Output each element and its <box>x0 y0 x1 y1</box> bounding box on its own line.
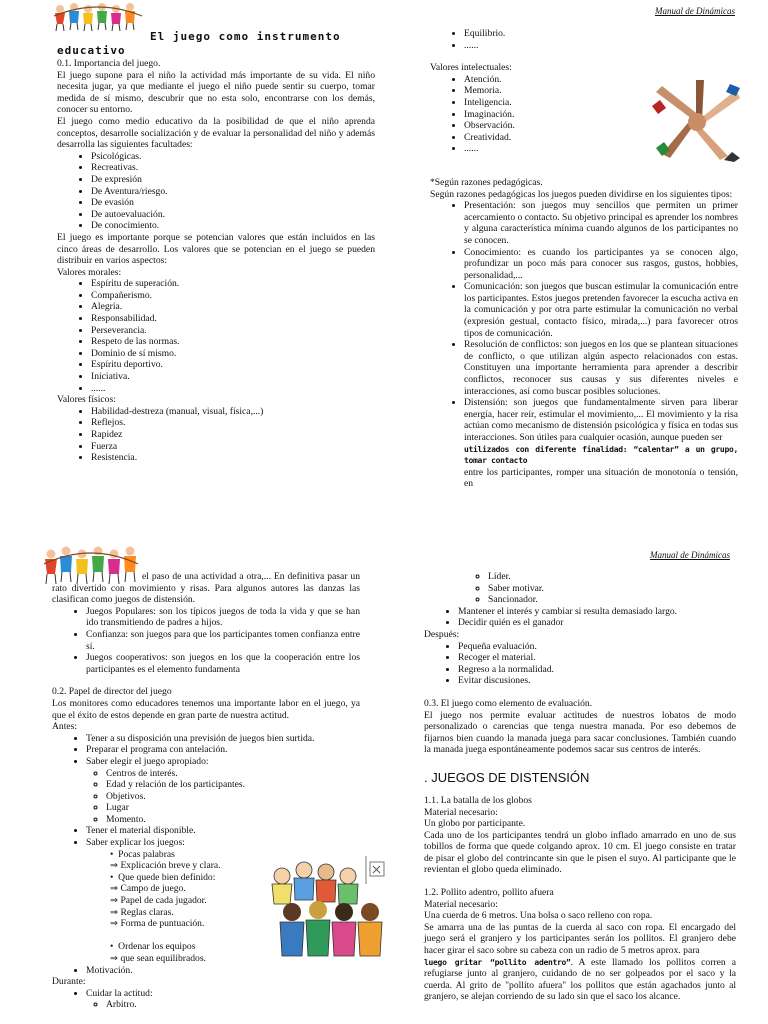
hands-photo <box>650 78 742 162</box>
list-item-text: Que quede bien definido: <box>118 871 216 883</box>
list-item: • Memoria. <box>464 85 738 97</box>
paragraph: El juego nos permite evaluar actitudes de nuestros lobatos de modo personalizado o carencias que tenga nuestra manada. Por eso debemos de fijarnos bien cuando la manada juega para sacar conclusiones. También cuando la manada juega espontáneamente podemos sacar sus centros de interés. <box>424 709 736 756</box>
list-item: • De expresión <box>91 174 375 186</box>
game-types-list <box>430 200 738 490</box>
list-item: ⇒ Explicación breve y clara. <box>110 860 360 872</box>
list-item: ⇒ Campo de juego. <box>110 883 360 895</box>
handwritten-line: utilizados con diferente finalidad: “calentar” a un grupo, tomar contacto <box>464 444 738 466</box>
section-heading-01: 0.1. Importancia del juego. <box>57 58 161 69</box>
manual-header: Manual de Dinámicas <box>655 6 735 16</box>
list-item: • Tener el material disponible. <box>86 825 360 837</box>
game-title: 1.1. La batalla de los globos <box>424 794 532 806</box>
list-item: • Perseverancia. <box>91 325 375 337</box>
list-item: • De conocimiento. <box>91 220 375 232</box>
list-item: • Que quede bien definido: <box>110 871 216 883</box>
list-item: • Habilidad-destreza (manual, visual, física,...) <box>91 406 375 418</box>
list-item-text: Ordenar los equipos <box>118 941 196 953</box>
list-item: • Resistencia. <box>91 452 375 464</box>
list-item-text: • Comunicación: son juegos que buscan estimular la comunicación entre los participantes. Estos juegos pretenden favorecer la escucha activa en la comunicación y por otra parte estimular la comunicación no verbal (expresión gestual, contacto físico, mirada,...) para favorecer otros tipos de comunicación. <box>464 281 738 339</box>
list-item-text: • Juegos cooperativos: son juegos en los que la cooperación entre los participantes es el elemento fundamenta <box>86 652 360 675</box>
material-label: Material necesario: <box>424 898 498 910</box>
list-item <box>86 606 360 629</box>
elegir-sublist <box>86 768 360 826</box>
list-item: ◦ Momento. <box>106 814 360 826</box>
list-item: • Creatividad. <box>464 132 738 144</box>
game-description-text: . A este llamado los pollitos corren a refugiarse junto al granjero, cuidando de no ser golpeados por el saco y la cuerda. Al grito de "pollito afuera" los pollitos que están agachados junto al granjero, se alejan corriendo de su lado sin que el saco los alcance. <box>424 956 736 1003</box>
paragraph: el paso de una actividad a otra,... En definitiva pasar un rato divertido con movimiento y risas. Para algunos autores las danzas las clasifican como juegos de distensión. <box>52 571 360 606</box>
list-item: ◦ Saber motivar. <box>488 583 736 595</box>
list-item-text: Saber elegir el juego apropiado: <box>86 755 209 767</box>
list-item-text: Cuidar la actitud: <box>86 987 153 999</box>
section-heading-03: 0.3. El juego como elemento de evaluación. <box>424 697 593 709</box>
paragraph: Los monitores como educadores tenemos una importante labor en el juego, ya que el éxito de estos depende en gran parte de nuestra actitud. <box>52 697 360 721</box>
list-item: • De evasión <box>91 197 375 209</box>
list-item: • Recoger el material. <box>458 652 736 664</box>
list-item: • Espíritu de superación. <box>91 278 375 290</box>
handwritten-text: luego gritar “pollito adentro” <box>424 957 571 967</box>
list-item: ◦ Centros de interés. <box>106 768 360 780</box>
list-item: ◦ Líder. <box>488 571 736 583</box>
list-item: • Inteligencia. <box>464 97 738 109</box>
faculties-list <box>57 151 375 232</box>
list-item: • ...... <box>91 383 375 395</box>
list-item <box>464 397 738 490</box>
manual-header: Manual de Dinámicas <box>650 550 730 560</box>
list-item <box>464 247 738 282</box>
list-item: • Evitar discusiones. <box>458 675 736 687</box>
section-title-juegos-distension: . JUEGOS DE DISTENSIÓN <box>424 769 590 785</box>
list-item: • Responsabilidad. <box>91 313 375 325</box>
list-item-text: • Presentación: son juegos muy sencillos que permiten un primer acercamiento o contacto. Su objetivo principal es aprender los nombres y alguna característica mínima cuando algunos de los participantes no se conocen. <box>464 200 738 246</box>
top-list <box>430 28 738 51</box>
list-item: • Observación. <box>464 120 738 132</box>
actitud-sublist <box>86 999 360 1011</box>
list-item-text: • Distensión: son juegos que fundamentalmente sirven para liberar energía, hacer reír, estimular el movimiento,... El movimiento y la risa actúan como mecanismo de distensión psicológica y física en todas sus interacciones. Son útiles para cualquier ocasión, aunque pueden ser <box>464 397 738 443</box>
list-item: • Equilibrio. <box>464 28 738 40</box>
list-item <box>86 988 360 1011</box>
list-item <box>464 281 738 339</box>
list-item: • De Aventura/riesgo. <box>91 186 375 198</box>
list-item: • Reflejos. <box>91 417 375 429</box>
list-item: • Compañerismo. <box>91 290 375 302</box>
list-item: • Dominio de sí mismo. <box>91 348 375 360</box>
list-item: ◦ Sancionador. <box>488 594 736 606</box>
list-item: ◦ Objetivos. <box>106 791 360 803</box>
list-item: • Atención. <box>464 74 738 86</box>
list-item: • Respeto de las normas. <box>91 336 375 348</box>
values-label: Valores intelectuales: <box>430 62 512 74</box>
list-item-text: Saber explicar los juegos: <box>86 837 185 849</box>
page2-right-column <box>424 571 736 1003</box>
paragraph: El juego supone para el niño la actividad más importante de su vida. El niño necesita jugar, ya que mediante el juego el niño puede sentir su cuerpo, tomar medida de sí mismo, descubrir que no esta solo, encontrarse con los demás, conocer su entorno. <box>57 69 375 116</box>
paragraph: El juego como medio educativo da la posibilidad de que el niño aprenda conceptos, desarrolle socialización y de evaluar la personalidad del niño y además desarrolla las siguientes facultades: <box>57 115 375 151</box>
page1-left-column <box>57 30 375 464</box>
material-text: Un globo por participante. <box>424 818 526 830</box>
list-item: • Psicológicas. <box>91 151 375 163</box>
list-item: • Pequeña evaluación. <box>458 641 736 653</box>
list-item: ⇒ que sean equilibrados. <box>110 953 360 965</box>
list-item: • Recreativas. <box>91 162 375 174</box>
kids-clipart <box>52 0 144 34</box>
list-item: ⇒ Reglas claras. <box>110 907 360 919</box>
list-item <box>86 629 360 652</box>
list-item: ◦ Arbitro. <box>106 999 360 1011</box>
list-item: ⇒ Papel de cada jugador. <box>110 895 360 907</box>
list-item: • Iniciativa. <box>91 371 375 383</box>
page-2 <box>0 512 768 1024</box>
list-item: • Motivación. <box>86 965 360 977</box>
paragraph: El juego es importante porque se potencian valores que están incluidos en las cinco áreas de desarrollo. Los valores que se potencian en el juego se pueden distribuir en varios aspectos: <box>57 231 375 267</box>
children-group-clipart <box>266 852 390 960</box>
game-title: 1.2. Pollito adentro, pollito afuera <box>424 887 554 899</box>
list-item-text: Pocas palabras <box>118 848 175 860</box>
list-item <box>464 339 738 397</box>
list-item: • Decidir quién es el ganador <box>458 617 736 629</box>
list-item: • Pocas palabras <box>110 848 175 860</box>
durante-list <box>52 988 360 1011</box>
razones-title: *Según razones pedagógicas. <box>430 176 543 188</box>
list-item: • Rapidez <box>91 429 375 441</box>
durante-cont-list <box>424 606 736 629</box>
moral-values-list <box>57 278 375 394</box>
list-item: • Mantener el interés y cambiar si resulta demasiado largo. <box>458 606 736 618</box>
list-item: • Preparar el programa con antelación. <box>86 744 360 756</box>
list-item: • Fuerza <box>91 441 375 453</box>
list-item: • Espíritu deportivo. <box>91 359 375 371</box>
list-item: • ...... <box>464 40 738 52</box>
game-description: Se amarra una de las puntas de la cuerda al saco con ropa. El encargado del juego será el granjero y los participantes serán los pollitos. El granjero debe hacer girar el saco sobre su cabeza con un radio de 5 metros aprox. para <box>424 921 736 957</box>
list-item-text: • Confianza: son juegos para que los participantes tomen confianza entre sí. <box>86 628 360 652</box>
list-item: ⇒ Forma de puntuación. <box>110 918 360 930</box>
list-item: • Regreso a la normalidad. <box>458 664 736 676</box>
phase-label: Antes: <box>52 721 78 733</box>
phase-label: Después: <box>424 628 460 640</box>
document-title-line2: educativo <box>57 44 126 57</box>
list-item: • De autoevaluación. <box>91 209 375 221</box>
list-item: • Ordenar los equipos <box>110 941 196 953</box>
list-item: ◦ Edad y relación de los participantes. <box>106 779 360 791</box>
physical-values-list <box>57 406 375 464</box>
values-label: Valores morales: <box>57 266 122 278</box>
section-heading-02: 0.2. Papel de director del juego <box>52 686 172 698</box>
game-description <box>424 957 736 1003</box>
material-label: Material necesario: <box>424 806 498 818</box>
list-item-text: • Conocimiento: es cuando los participantes ya se conocen algo, profundizar un poco más para conocer sus rasgos, gustos, hobbies, personalidad,... <box>464 246 738 281</box>
values-label: Valores físicos: <box>57 394 116 406</box>
document-title: El juego como instrumento <box>150 30 341 43</box>
list-item: • Imaginación. <box>464 109 738 121</box>
material-text: Una cuerda de 6 metros. Una bolsa o saco relleno con ropa. <box>424 910 653 922</box>
list-item: ◦ Lugar <box>106 802 360 814</box>
list-item <box>86 652 360 675</box>
paragraph: Según razones pedagógicas los juegos pueden dividirse en los siguientes tipos: <box>430 188 733 200</box>
roles-list <box>424 571 736 606</box>
despues-list <box>424 641 736 687</box>
game-types-list <box>52 606 360 676</box>
phase-label: Durante: <box>52 976 86 988</box>
list-item-text: entre los participantes, romper una situación de monotonía o tensión, en <box>464 466 738 490</box>
list-item: • Alegría. <box>91 301 375 313</box>
list-item <box>464 200 738 246</box>
list-item-text: • Resolución de conflictos: son juegos en los que se plantean situaciones de conflicto, o que utilizan algún aspecto relacionados con estas. Constituyen una importante herramienta para aprender a describir conflictos, reconocer sus causas y sus diferentes niveles e interacciones, así como buscar posibles soluciones. <box>464 339 738 397</box>
list-item: • Tener a su disposición una previsión de juegos bien surtida. <box>86 733 360 745</box>
game-description: Cada uno de los participantes tendrá un globo inflado amarrado en uno de sus tobillos de forma que quede colgando aprox. 10 cm. El juego consiste en tratar de pisar el globo del contrincante sin que le pisen el suyo. Al participante que le revientan el globo queda eliminado. <box>424 829 736 876</box>
list-item-text: • Juegos Populares: son los típicos juegos de toda la vida y que se han ido transmitiendo de padres a hijos. <box>86 605 360 629</box>
list-item <box>86 756 360 826</box>
list-item: • ...... <box>464 143 738 155</box>
